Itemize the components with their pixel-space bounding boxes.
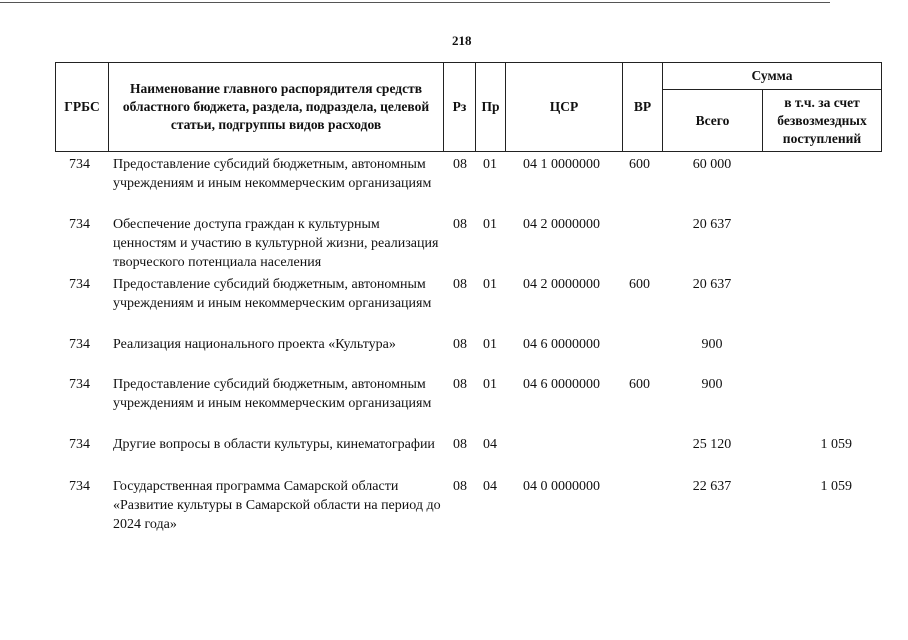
cell-rz: 08 [453,277,467,292]
header-pr: Пр [476,63,506,151]
cell-total: 900 [701,377,723,392]
cell-grbs: 734 [69,217,90,232]
cell-csr: 04 2 0000000 [523,217,600,232]
cell-grbs: 734 [69,277,90,292]
cell-name: Другие вопросы в области культуры, кинематографии [113,437,435,452]
cell-pr: 01 [483,337,497,352]
scan-edge-line [0,2,830,3]
cell-rz: 08 [453,337,467,352]
cell-total: 25 120 [692,437,732,452]
cell-rz: 08 [453,217,467,232]
header-csr: ЦСР [506,63,623,151]
page-number: 218 [452,33,472,48]
cell-total: 60 000 [692,157,732,172]
cell-csr: 04 6 0000000 [523,337,600,352]
cell-pr: 01 [483,277,497,292]
cell-grbs: 734 [69,437,90,452]
header-name: Наименование главного распорядителя средств областного бюджета, раздела, подраздела, целевой статьи, подгруппы видов расходов [109,63,444,151]
header-vr: ВР [623,63,663,151]
cell-total: 20 637 [692,277,732,292]
cell-vr: 600 [629,157,650,172]
cell-grbs: 734 [69,337,90,352]
header-gratis: в т.ч. за счет безвозмездных поступлений [777,94,867,146]
cell-gratis: 1 059 [820,479,852,494]
cell-pr: 04 [483,479,497,494]
cell-rz: 08 [453,157,467,172]
cell-csr: 04 6 0000000 [523,377,600,392]
cell-grbs: 734 [69,377,90,392]
cell-csr: 04 1 0000000 [523,157,600,172]
header-grbs: ГРБС [56,63,109,151]
cell-vr: 600 [629,277,650,292]
cell-gratis: 1 059 [820,437,852,452]
cell-rz: 08 [453,437,467,452]
cell-name: Реализация национального проекта «Культура» [113,337,396,352]
cell-pr: 01 [483,377,497,392]
table-header [55,62,882,152]
cell-total: 20 637 [692,217,732,232]
cell-total: 900 [701,337,723,352]
cell-name: Предоставление субсидий бюджетным, автономным учреждениям и иным некоммерческим организациям [113,157,432,191]
cell-pr: 01 [483,157,497,172]
header-rz: Рз [444,63,476,151]
cell-name: Предоставление субсидий бюджетным, автономным учреждениям и иным некоммерческим организациям [113,277,432,311]
cell-csr: 04 2 0000000 [523,277,600,292]
cell-name: Предоставление субсидий бюджетным, автономным учреждениям и иным некоммерческим организациям [113,377,432,411]
cell-total: 22 637 [692,479,732,494]
cell-pr: 04 [483,437,497,452]
cell-name: Государственная программа Самарской области «Развитие культуры в Самарской области на период до 2024 года» [113,479,441,532]
cell-rz: 08 [453,377,467,392]
header-total: Всего [663,90,763,151]
header-sum: Сумма [663,63,881,90]
cell-pr: 01 [483,217,497,232]
cell-vr: 600 [629,377,650,392]
cell-grbs: 734 [69,479,90,494]
cell-name: Обеспечение доступа граждан к культурным ценностям и участию в культурной жизни, реализация творческого потенциала населения [113,217,439,270]
cell-grbs: 734 [69,157,90,172]
cell-csr: 04 0 0000000 [523,479,600,494]
cell-rz: 08 [453,479,467,494]
